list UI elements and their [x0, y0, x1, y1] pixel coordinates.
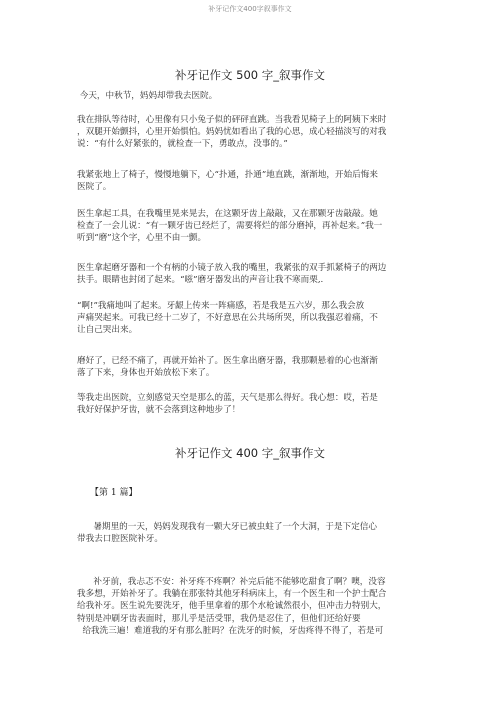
text-line: 暑期里的一天，妈妈发现我有一颗大牙已被虫蛀了一个大洞，于是下定信心: [77, 522, 377, 532]
text-line: 今天，中秋节，妈妈却带我去医院。: [77, 91, 218, 101]
text-line: 医生拿起工具，在我嘴里晃来晃去，在这颗牙齿上敲敲，又在那颗牙齿敲敲。她: [77, 209, 378, 219]
paragraph: [77, 392, 378, 416]
text-line: 听到“磨”这个字，心里不由一颤。: [77, 233, 207, 244]
text-line: ，双腿开始颤抖，心里开始惧怕。妈妈忧如看出了我的心思，成心轻描淡写的对我: [77, 127, 387, 138]
text-line: 扶手。眼睛也封闭了起来。“嗞”磨牙器发出的声音让我不寒而栗,.: [77, 275, 324, 286]
section-label: 【第 1 篇】: [90, 488, 138, 498]
page-header: 补牙记作文400字叙事作文: [208, 5, 292, 13]
text-line: 我在排队等待时，心里像有只小兔子似的砰砰直跳。当我看见椅子上的阿姨下来时: [77, 115, 387, 125]
text-line: 带我去口腔医院补牙。: [77, 534, 163, 545]
paragraph: [77, 114, 386, 151]
text-line: 磨好了，已经不痛了，再就开始补了。医生拿出磨牙器，我那颗悬着的心也渐渐: [77, 356, 378, 366]
text-line: “啊!”我痛地叫了起来。牙龈上传来一阵痛感，若是我是五六岁，那么我会放: [77, 301, 365, 311]
text-line: 等我走出医院，立刻感觉天空是那么的蓝，天气是那么得好。我心想：哎，若是: [77, 393, 378, 403]
text-line: 医院了。: [77, 182, 112, 193]
paragraph: [77, 169, 378, 193]
text-line: 说：“有什么好紧张的，就检查一下，勇敢点，没事的。”: [77, 139, 288, 150]
text-line: 特别是冲刷牙齿表面时，那儿乎是活受罪，我仍是忍住了，但他们还给好要: [77, 613, 361, 624]
text-line: 补牙前，我忐忑不安：补牙疼不疼啊？补完后能不能够吃甜食了啊？噢，没容: [77, 577, 386, 587]
text-line: 我紧张地上了椅子，慢慢地躺下，心“扑通，扑通”地直跳，渐渐地，开始后悔来: [77, 170, 378, 180]
text-line: 给我补牙。医生说先要洗牙，他手里拿着的那个水枪诚然很小，但冲击力特别大，: [77, 601, 387, 612]
text-line: 给我洗三遍！难道我的牙有那么脏吗？在洗牙的时候，牙齿疼得不得了，若是可: [77, 625, 384, 636]
text-line: 我好好保护牙齿，就不会落到这种地步了！: [77, 405, 241, 416]
text-line: 让自己哭出来。: [77, 325, 138, 336]
paragraph: [77, 355, 378, 379]
paragraph: [77, 576, 386, 637]
text-line: 我多想，开始补牙了。我躺在那张特其他牙科病床上，有一个医生和一个护士配合: [77, 589, 387, 600]
article1-title: 补牙记作文 500 字_叙事作文: [174, 68, 325, 82]
paragraph: [77, 521, 377, 545]
text-line: 落了下来，身体也开始放松下来了。: [77, 368, 215, 379]
paragraph: [77, 208, 382, 245]
text-line: 医生拿起磨牙器和一个有柄的小镜子放入我的嘴里，我紧张的双手抓紧椅子的两边: [77, 263, 387, 273]
paragraph: [77, 300, 378, 337]
article2-title: 补牙记作文 400 字_叙事作文: [174, 446, 325, 460]
paragraph: [77, 90, 217, 102]
paragraph: [77, 262, 386, 286]
text-line: 声痛哭起来。可我已经十二岁了，不好意思在公共场所哭，所以我强忍着痛，不: [77, 313, 378, 324]
text-line: 检查了一会儿说：“有一颗牙齿已经烂了，需要将烂的部分磨掉，再补起来。”我一: [77, 221, 383, 232]
